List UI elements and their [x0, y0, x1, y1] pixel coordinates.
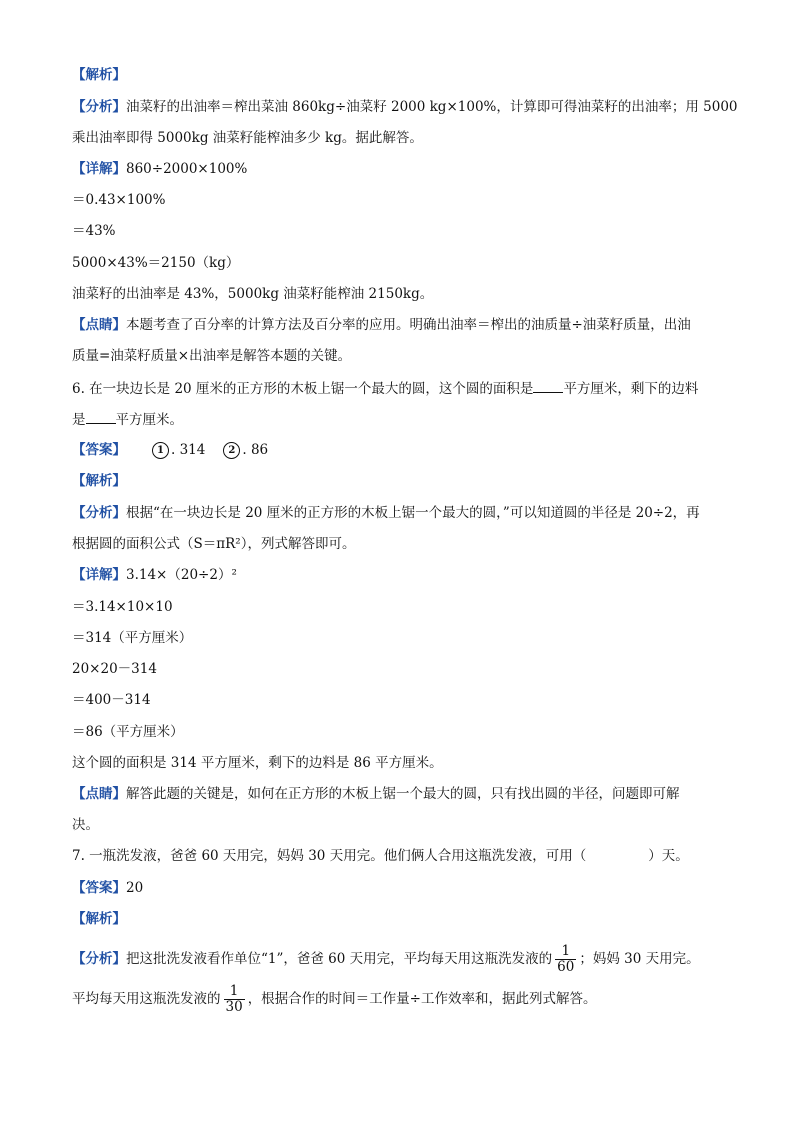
q6-stem-text-c: 是 [72, 412, 86, 428]
q6-point-line-2: 决。 [72, 817, 99, 833]
q6-analysis-line-2: 根据圆的面积公式（S＝πR²），列式解答即可。 [72, 536, 356, 552]
dianjing-tag: 【点睛】 [72, 786, 126, 802]
q6-answer-line [72, 440, 268, 460]
xiangjie-tag: 【详解】 [72, 567, 126, 583]
circled-number-2: 2 [223, 442, 240, 459]
daan-tag: 【答案】 [72, 880, 126, 896]
q5-analysis-line-1 [72, 97, 738, 117]
q5-detail-line-2: ＝0.43×100% [72, 192, 166, 208]
q5-detail-text-1: 860÷2000×100% [126, 161, 248, 177]
fraction-denominator: 30 [225, 999, 243, 1015]
fraction-numerator: 1 [224, 984, 245, 1000]
q6-answer-2: . 86 [242, 442, 269, 458]
q5-detail-line-4: 5000×43%＝2150（kg） [72, 255, 240, 271]
q6-stem-line-2 [72, 409, 183, 430]
q6-point-line-1 [72, 784, 680, 804]
q6-stem-line-1 [72, 378, 698, 399]
fraction-1-30 [224, 984, 245, 1015]
q6-detail-line-3: ＝314（平方厘米） [72, 630, 193, 646]
q6-point-text-1: 解答此题的关键是，如何在正方形的木板上锯一个最大的圆，只有找出圆的半径，问题即可解 [126, 786, 680, 802]
dianjing-tag: 【点睛】 [72, 317, 126, 333]
q6-analysis-heading [72, 471, 126, 491]
q7-analysis-line-1 [72, 942, 700, 976]
q7-stem-line [72, 846, 689, 866]
q7-analysis-line-2 [72, 982, 597, 1016]
jiexi-tag: 【解析】 [72, 473, 126, 489]
fraction-numerator: 1 [555, 944, 576, 960]
jiexi-tag: 【解析】 [72, 67, 126, 83]
fraction-1-60 [555, 944, 576, 975]
q7-answer-line [72, 878, 143, 898]
q7-analysis-text-1b: ；妈妈 30 天用完。 [579, 951, 700, 967]
q6-detail-line-4: 20×20－314 [72, 661, 157, 677]
q5-analysis-heading [72, 65, 126, 85]
q5-point-line-1 [72, 315, 691, 335]
q7-stem-text-a: 7. 一瓶洗发液，爸爸 60 天用完，妈妈 30 天用完。他们俩人合用这瓶洗发液，可用（ [72, 848, 587, 864]
q6-detail-line-5: ＝400－314 [72, 692, 151, 708]
q6-blank-1 [533, 378, 563, 393]
q5-detail-line-5: 油菜籽的出油率是 43%，5000kg 油菜籽能榨油 2150kg。 [72, 286, 434, 302]
q6-detail-line-7: 这个圆的面积是 314 平方厘米，剩下的边料是 86 平方厘米。 [72, 755, 443, 771]
q6-detail-line-2: ＝3.14×10×10 [72, 599, 173, 615]
q7-analysis-text-2b: ，根据合作的时间＝工作量÷工作效率和，据此列式解答。 [247, 991, 597, 1007]
q5-analysis-text-1: 油菜籽的出油率＝榨出菜油 860kg÷油菜籽 2000 kg×100%，计算即可得油菜籽的出油率；用 5000 [126, 99, 738, 115]
q6-stem-text-b: 平方厘米，剩下的边料 [563, 381, 699, 397]
q5-point-line-2: 质量=油菜籽质量×出油率是解答本题的关键。 [72, 348, 352, 364]
q5-detail-line-1 [72, 159, 247, 179]
q6-detail-line-1 [72, 565, 237, 585]
jiexi-tag: 【解析】 [72, 911, 126, 927]
q6-detail-text-1: 3.14×（20÷2）² [126, 567, 237, 583]
q7-analysis-text-1a: 把这批洗发液看作单位“1”，爸爸 60 天用完，平均每天用这瓶洗发液的 [126, 951, 553, 967]
q5-analysis-line-2: 乘出油率即得 5000kg 油菜籽能榨油多少 kg。据此解答。 [72, 130, 423, 146]
daan-tag: 【答案】 [72, 442, 126, 458]
q7-answer: 20 [126, 880, 144, 896]
q7-analysis-text-2a: 平均每天用这瓶洗发液的 [72, 991, 221, 1007]
q6-answer-1: . 314 [171, 442, 206, 458]
q6-detail-line-6: ＝86（平方厘米） [72, 724, 184, 740]
q6-stem-text-d: 平方厘米。 [115, 412, 183, 428]
q6-blank-2 [86, 409, 116, 424]
q5-point-text-1: 本题考查了百分率的计算方法及百分率的应用。明确出油率＝榨出的油质量÷油菜籽质量，出油 [126, 317, 691, 333]
q6-analysis-text-1: 根据“在一块边长是 20 厘米的正方形的木板上锯一个最大的圆，”可以知道圆的半径是 20÷2，再 [126, 505, 700, 521]
xiangjie-tag: 【详解】 [72, 161, 126, 177]
q7-stem-text-b: ）天。 [648, 848, 689, 864]
q5-detail-line-3: ＝43% [72, 223, 116, 239]
q6-stem-text-a: 6. 在一块边长是 20 厘米的正方形的木板上锯一个最大的圆，这个圆的面积是 [72, 381, 534, 397]
fraction-denominator: 60 [557, 959, 575, 975]
fenxi-tag: 【分析】 [72, 99, 126, 115]
circled-number-1: 1 [152, 442, 169, 459]
q7-analysis-heading [72, 909, 126, 929]
fenxi-tag: 【分析】 [72, 951, 126, 967]
q6-analysis-line-1 [72, 503, 700, 523]
fenxi-tag: 【分析】 [72, 505, 126, 521]
